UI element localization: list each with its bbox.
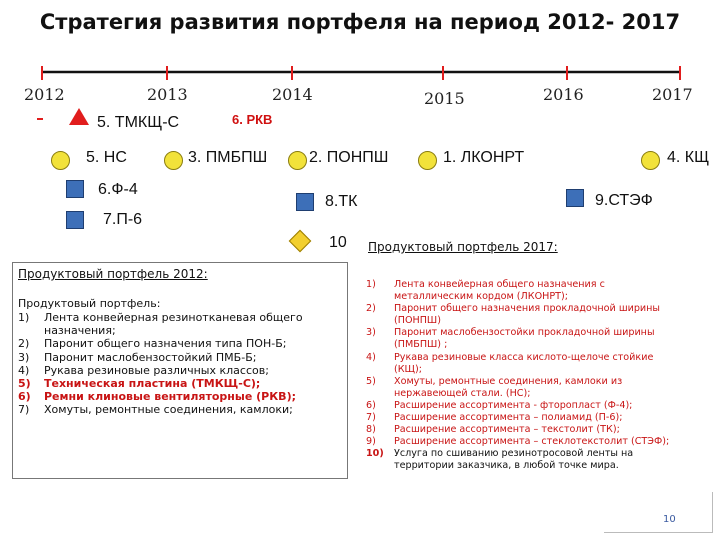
- product-label-tmkshc: 5. ТМКЩ-С: [97, 114, 180, 131]
- list-item: 1) Лента конвейерная резинотканевая общего: [18, 311, 303, 324]
- list-item: 8) Расширение ассортимента – текстолит (ТК);: [366, 424, 620, 436]
- circle-marker-pmbpsh: [164, 151, 183, 170]
- portfolio-2012-box: [12, 262, 348, 479]
- list-item: 5) Хомуты, ремонтные соединения, камлоки из нержавеющей стали. (НС);: [366, 375, 623, 399]
- year-label-2014: 2014: [272, 85, 313, 104]
- product-label-stef: 9.СТЭФ: [595, 192, 653, 209]
- year-label-2017: 2017: [652, 85, 693, 104]
- portfolio-2017-heading: Продуктовый портфель 2017:: [368, 240, 558, 254]
- product-label-service: 10: [329, 234, 347, 251]
- page-number: 10: [663, 514, 676, 525]
- product-label-ns: 5. НС: [86, 149, 127, 166]
- circle-marker-ns: [51, 151, 70, 170]
- list-item: 4) Рукава резиновые класса кислото-щелоче стойкие (КЩ);: [366, 351, 654, 375]
- list-item: 6) Ремни клиновые вентиляторные (РКВ);: [18, 390, 296, 404]
- portfolio-2012-list: [18, 311, 303, 417]
- list-item: 5) Техническая пластина (ТМКЩ-С);: [18, 377, 261, 391]
- circle-marker-ksch: [641, 151, 660, 170]
- list-item: 3) Паронит маслобензостойки прокладочной ширины (ПМБПШ) ;: [366, 327, 655, 351]
- list-item: 6) Расширение ассортимента - фторопласт (Ф-4);: [366, 399, 633, 411]
- circle-marker-ponpsh: [288, 151, 307, 170]
- list-item: 1) Лента конвейерная общего назначения с металлическим кордом (ЛКОНРТ);: [366, 279, 605, 303]
- portfolio-2017-list: [366, 279, 669, 473]
- portfolio-2012-subheading: Продуктовый портфель:: [18, 297, 161, 310]
- product-label-p6: 7.П-6: [103, 211, 143, 228]
- list-item: 2) Паронит общего назначения прокладочной ширины (ПОНПШ): [366, 303, 661, 327]
- list-item: 4) Рукава резиновые различных классов;: [18, 363, 269, 377]
- list-item: 9) Расширение ассортимента – стеклотекстолит (СТЭФ);: [366, 436, 670, 448]
- list-item: назначения;: [44, 324, 116, 338]
- dash-marker: [37, 118, 43, 120]
- list-item: 7) Расширение ассортимента – полиамид (П-6);: [366, 412, 623, 424]
- square-marker-tk: [296, 193, 314, 211]
- triangle-marker-tmkshc: [69, 108, 89, 125]
- list-item: 2) Паронит общего назначения типа ПОН-Б;: [18, 337, 287, 351]
- year-label-2012: 2012: [24, 85, 65, 104]
- timeline-axis: [0, 0, 720, 100]
- product-label-lkonrt: 1. ЛКОНРТ: [443, 149, 525, 166]
- year-label-2015: 2015: [424, 89, 465, 108]
- list-item: 3) Паронит маслобензостойкий ПМБ-Б;: [18, 350, 257, 364]
- product-label-rkv: 6. РКВ: [232, 112, 273, 127]
- product-label-tk: 8.ТК: [325, 193, 358, 210]
- circle-marker-lkonrt: [418, 151, 437, 170]
- square-marker-f4: [66, 180, 84, 198]
- list-item: 7) Хомуты, ремонтные соединения, камлоки;: [18, 403, 293, 417]
- portfolio-2012-heading: Продуктовый портфель 2012:: [18, 267, 208, 281]
- square-marker-stef: [566, 189, 584, 207]
- product-label-ponpsh: 2. ПОНПШ: [309, 149, 389, 166]
- square-marker-p6: [66, 211, 84, 229]
- list-item: 10) Услуга по сшиванию резинотросовой ленты на территории заказчика, в любой точке мира.: [366, 448, 634, 472]
- product-label-ksch: 4. КЩ: [667, 149, 710, 166]
- diamond-marker-service: [289, 230, 312, 253]
- year-label-2013: 2013: [147, 85, 188, 104]
- page-title: Стратегия развития портфеля на период 2012- 2017: [39, 10, 681, 34]
- year-label-2016: 2016: [543, 85, 584, 104]
- product-label-f4: 6.Ф-4: [98, 181, 138, 198]
- page-number-frame: [604, 492, 713, 533]
- product-label-pmbpsh: 3. ПМБПШ: [188, 149, 268, 166]
